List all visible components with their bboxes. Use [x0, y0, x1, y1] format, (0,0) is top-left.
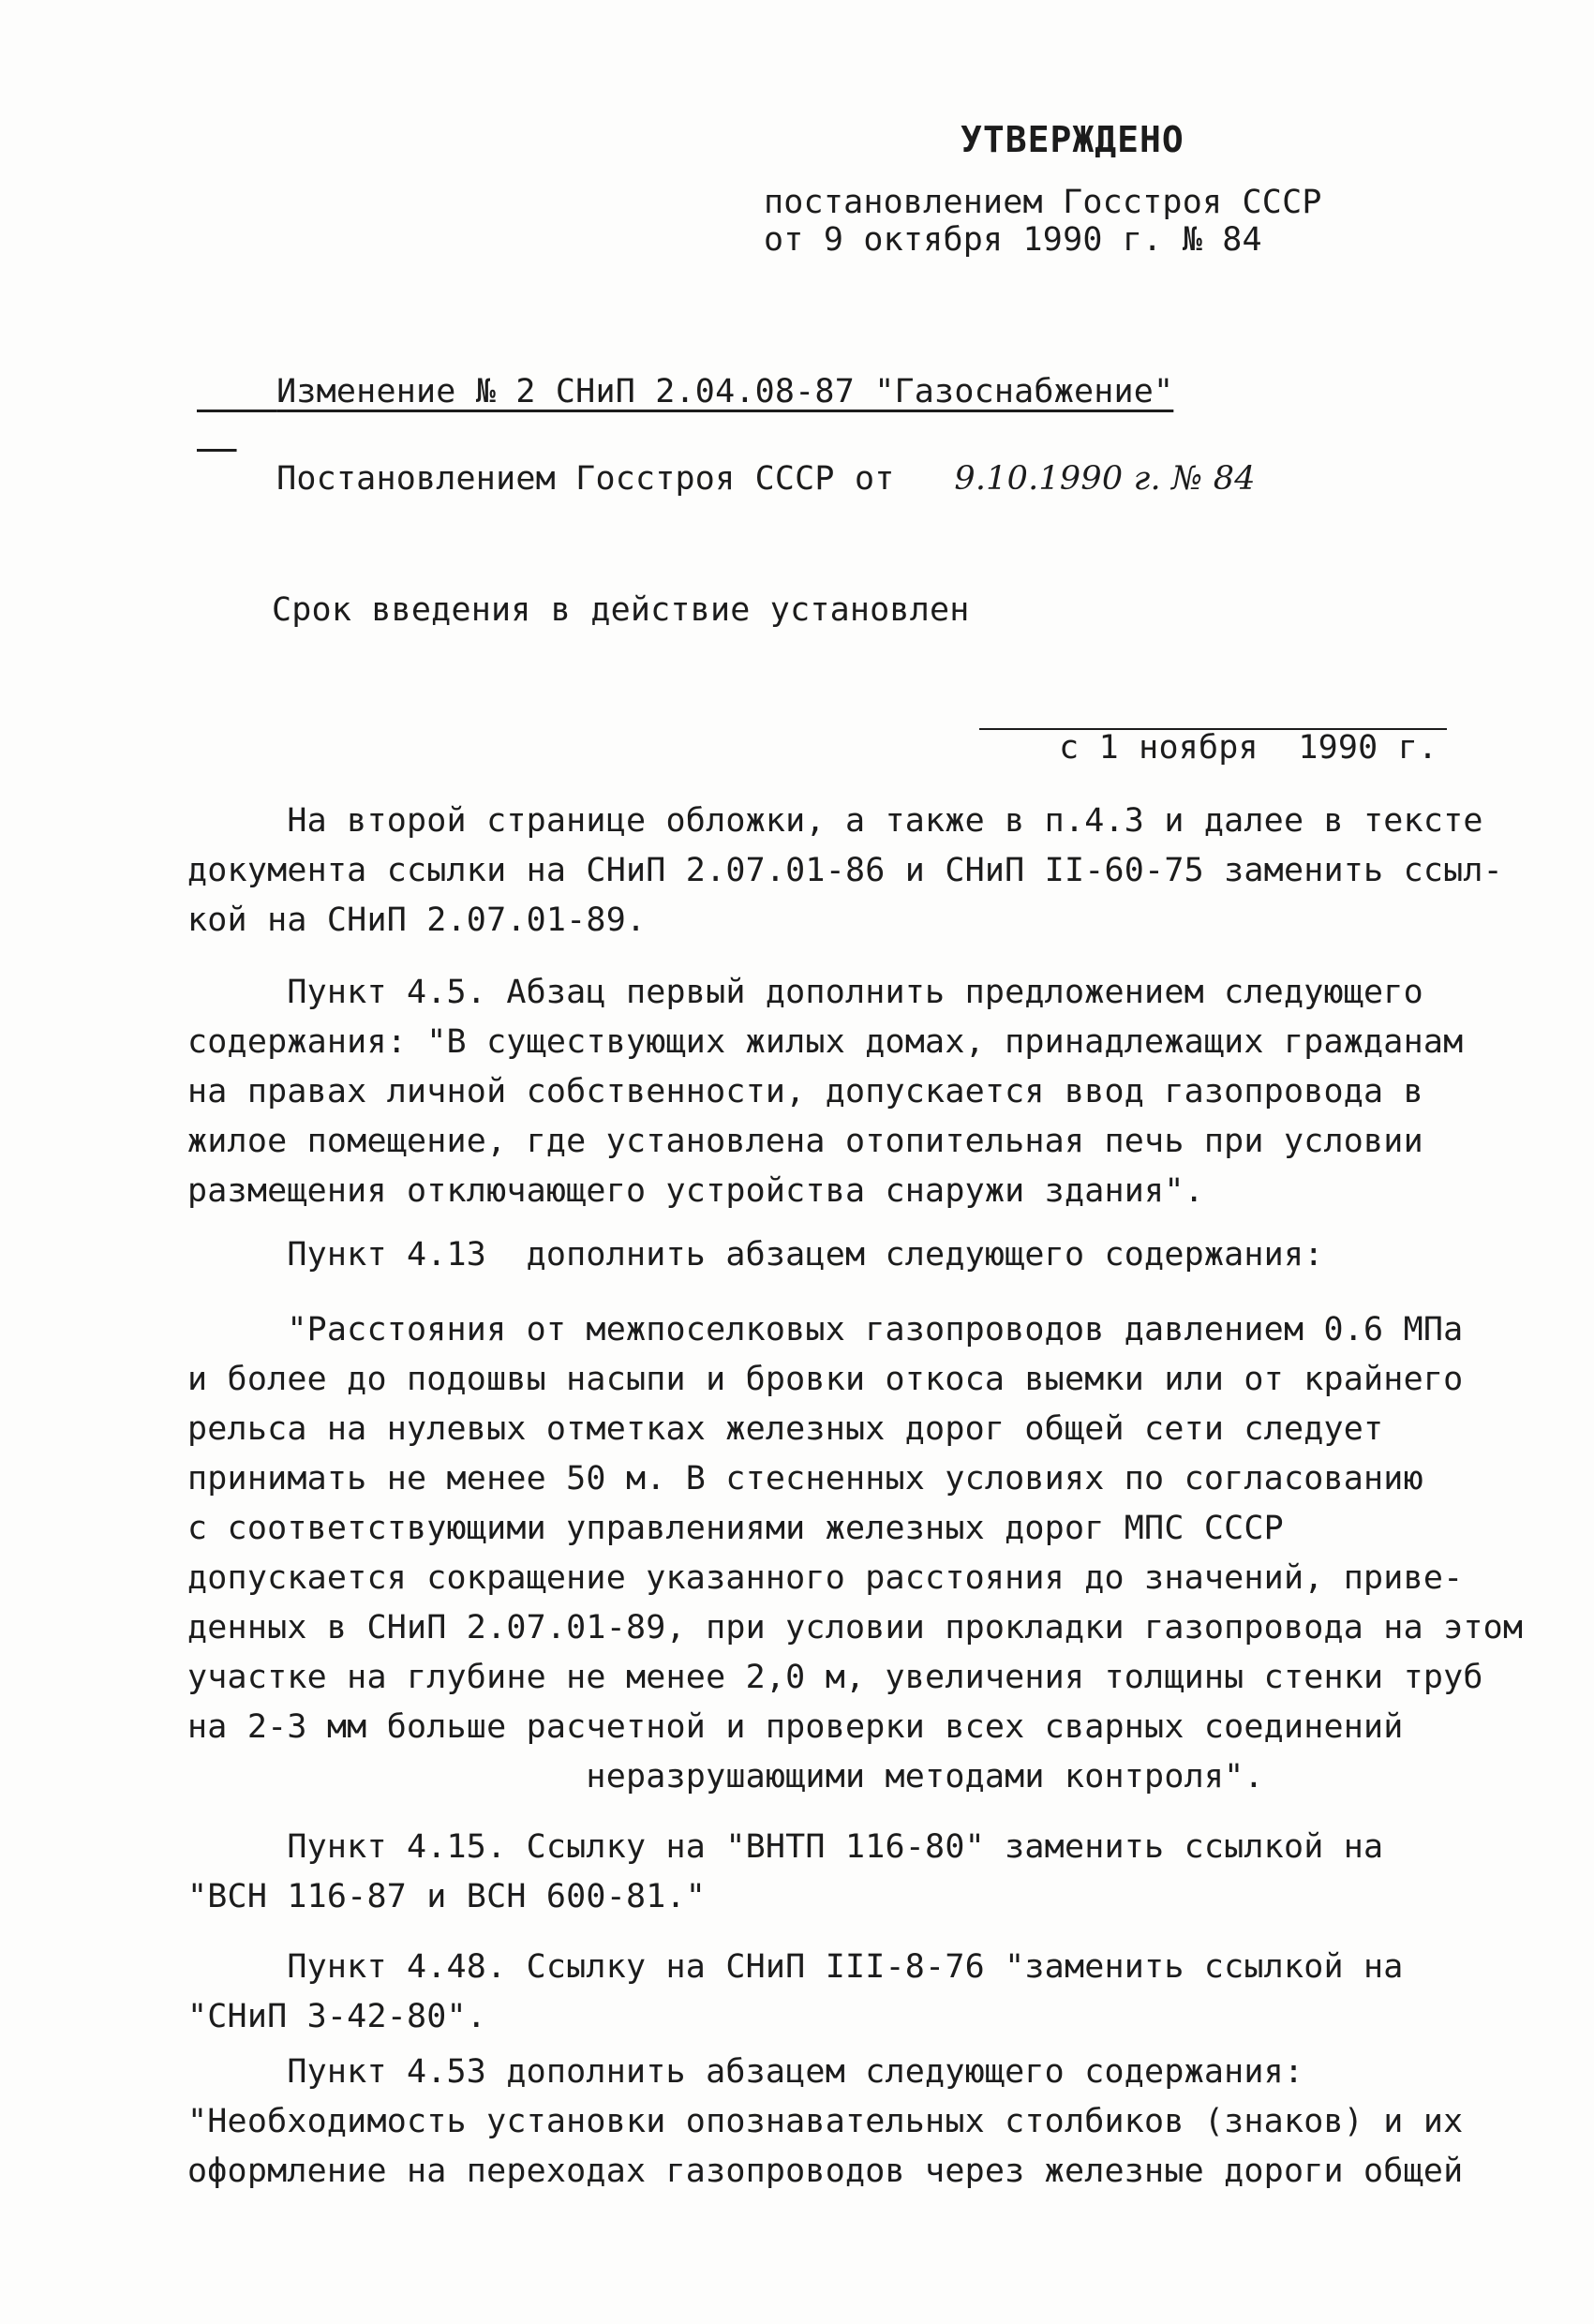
body-line: Пункт 4.15. Ссылку на "ВНТП 116-80" заменить ссылкой на	[187, 1828, 1384, 1866]
body-line: и более до подошвы насыпи и бровки откоса выемки или от крайнего	[187, 1361, 1464, 1398]
body-line: денных в СНиП 2.07.01-89, при условии прокладки газопровода на этом	[187, 1609, 1524, 1646]
body-line: участке на глубине не менее 2,0 м, увеличения толщины стенки труб	[187, 1659, 1483, 1696]
body-line: Пункт 4.5. Абзац первый дополнить предложением следующего	[187, 974, 1423, 1011]
approved-stamp: УТВЕРЖДЕНО	[961, 119, 1184, 160]
body-line: Пункт 4.48. Ссылку на СНиП III-8-76 "заменить ссылкой на	[187, 1948, 1404, 1986]
body-line: оформление на переходах газопроводов через железные дороги общей	[187, 2153, 1464, 2190]
change-decree-prefix: Постановлением Госстроя СССР от	[276, 460, 895, 498]
body-line: неразрушающими методами контроля".	[187, 1758, 1264, 1795]
effective-term-date-text: с 1 ноября 1990 г.	[1059, 729, 1438, 767]
body-line: Пункт 4.13 дополнить абзацем следующего содержания:	[187, 1236, 1324, 1274]
body-line: с соответствующими управлениями железных дорог МПС СССР	[187, 1510, 1284, 1547]
body-line: допускается сокращение указанного расстояния до значений, приве-	[187, 1559, 1464, 1597]
change-title-text: Изменение № 2 СНиП 2.04.08-87 "Газоснабжение"	[276, 373, 1174, 410]
body-line: Пункт 4.53 дополнить абзацем следующего содержания:	[187, 2053, 1304, 2091]
change-decree-line	[197, 420, 1256, 538]
body-line: размещения отключающего устройства снаружи здания".	[187, 1172, 1204, 1210]
body-line: документа ссылки на СНиП 2.07.01-86 и СНиП II-60-75 заменить ссыл-	[187, 852, 1503, 889]
body-line: на правах личной собственности, допускается ввод газопровода в	[187, 1073, 1423, 1110]
body-line: кой на СНиП 2.07.01-89.	[187, 901, 647, 939]
body-line: На второй странице обложки, а также в п.4.3 и далее в тексте	[187, 802, 1483, 840]
approval-decree-line-2: от 9 октября 1990 г. № 84	[764, 221, 1262, 259]
body-line: содержания: "В существующих жилых домах, принадлежащих гражданам	[187, 1023, 1464, 1061]
effective-term-label: Срок введения в действие установлен	[272, 591, 970, 629]
effective-term-underline	[979, 728, 1447, 730]
body-line: рельса на нулевых отметках железных дорог общей сети следует	[187, 1410, 1384, 1448]
approval-decree-line-1: постановлением Госстроя СССР	[764, 184, 1322, 221]
body-line: жилое помещение, где установлена отопительная печь при условии	[187, 1123, 1423, 1160]
body-line: "Необходимость установки опознавательных столбиков (знаков) и их	[187, 2103, 1464, 2140]
change-decree-date: 9.10.1990 г. № 84	[954, 460, 1256, 498]
body-line: "ВСН 116-87 и ВСН 600-81."	[187, 1878, 707, 1915]
body-line: на 2-3 мм больше расчетной и проверки всех сварных соединений	[187, 1708, 1404, 1746]
body-line: "Расстояния от межпоселковых газопроводов давлением 0.6 МПа	[187, 1311, 1464, 1348]
body-line: принимать не менее 50 м. В стесненных условиях по согласованию	[187, 1460, 1423, 1497]
body-line: "СНиП 3-42-80".	[187, 1998, 487, 2035]
